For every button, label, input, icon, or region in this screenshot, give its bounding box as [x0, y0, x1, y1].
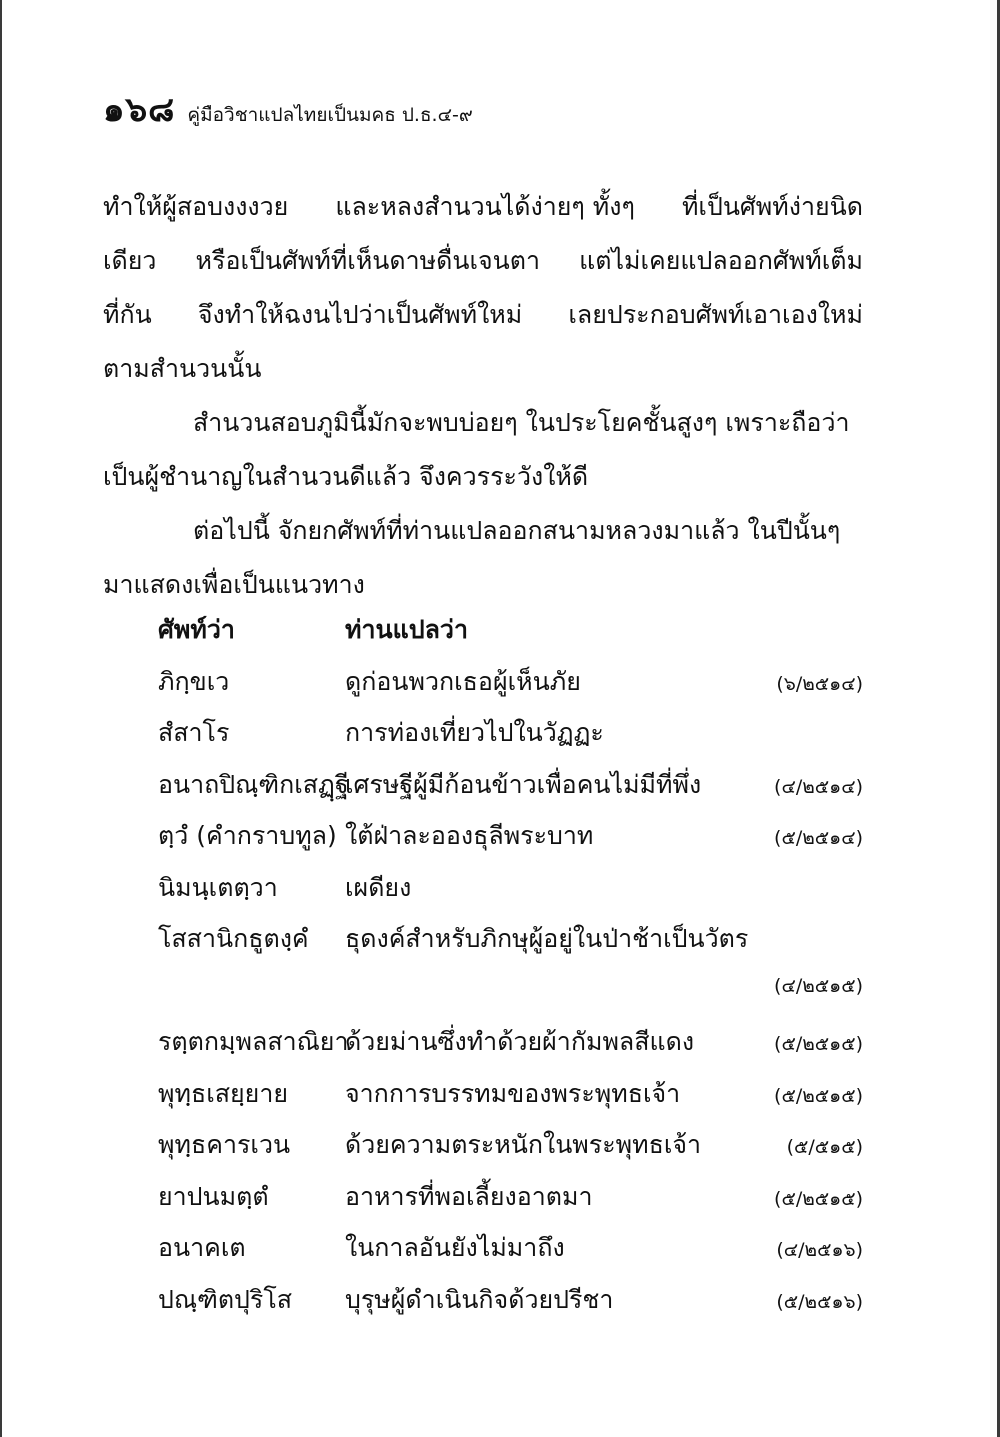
- book-title: คู่มือวิชาแปลไทยเป็นมคธ ป.ธ.๔-๙: [187, 104, 473, 126]
- vocabulary-row: [103, 1074, 863, 1126]
- text-segment: แต่ไม่เคยแปลออกศัพท์เต็ม: [579, 246, 863, 275]
- exam-reference: (๔/๒๕๑๖): [776, 1239, 863, 1261]
- vocabulary-row-continuation: [103, 971, 863, 1023]
- exam-reference: (๕/๒๕๑๔): [774, 827, 863, 849]
- vocabulary-row: [103, 816, 863, 868]
- text-segment: และหลงสำนวนได้ง่ายๆ ทั้งๆ: [335, 192, 635, 221]
- meaning: ธุดงค์สำหรับภิกษุผู้อยู่ในป่าช้าเป็นวัตร: [345, 924, 749, 953]
- text-segment: ทำให้ผู้สอบงงงวย: [103, 192, 289, 221]
- term: พุทฺธเสยฺยาย: [158, 1078, 289, 1108]
- text-segment: หรือเป็นศัพท์ที่เห็นดาษดื่นเจนตา: [195, 246, 541, 275]
- text-segment: จึงทำให้ฉงนไปว่าเป็นศัพท์ใหม่: [197, 300, 523, 329]
- vocabulary-row: [103, 1125, 863, 1177]
- meaning: ในกาลอันยังไม่มาถึง: [345, 1233, 565, 1262]
- text-line: เป็นผู้ชำนาญในสำนวนดีแล้ว จึงควรระวังให้ดี: [103, 462, 589, 491]
- body-text: [103, 180, 863, 612]
- exam-reference: (๔/๒๕๑๕): [774, 974, 863, 997]
- vocabulary-row: [103, 1022, 863, 1074]
- vocabulary-row: [103, 868, 863, 920]
- vocabulary-row: [103, 713, 863, 765]
- text-line: [103, 288, 863, 342]
- term: โสสานิกธูตงฺคํ: [158, 924, 309, 953]
- column-header-meaning: ท่านแปลว่า: [345, 615, 468, 644]
- exam-reference: (๖/๒๕๑๔): [776, 672, 863, 695]
- meaning: ด้วยความตระหนักในพระพุทธเจ้า: [345, 1130, 702, 1159]
- text-line: ตามสำนวนนั้น: [103, 354, 262, 383]
- text-segment: เดียว: [103, 246, 157, 275]
- term: รตฺตกมฺพลสาณิยา: [158, 1027, 349, 1056]
- exam-reference: (๔/๒๕๑๔): [774, 775, 863, 798]
- text-segment: เลยประกอบศัพท์เอาเองใหม่: [568, 300, 863, 329]
- text-line: [103, 234, 863, 288]
- vocabulary-row: [103, 662, 863, 714]
- term: ยาปนมตฺตํ: [158, 1181, 269, 1211]
- vocabulary-row: [103, 1280, 863, 1332]
- vocabulary-row: [103, 919, 863, 971]
- meaning: บุรุษผู้ดำเนินกิจด้วยปรีชา: [345, 1284, 614, 1314]
- meaning: เผดียง: [345, 872, 412, 902]
- term: ภิกฺขเว: [158, 666, 230, 696]
- page-header: [103, 82, 473, 130]
- meaning: ดูก่อนพวกเธอผู้เห็นภัย: [345, 666, 581, 696]
- page-number: ๑๖๘: [103, 90, 176, 130]
- vocabulary-row: [103, 1228, 863, 1280]
- text-segment: ที่กัน: [103, 300, 152, 329]
- vocabulary-list: [103, 610, 863, 1331]
- exam-reference: (๕/๒๕๑๕): [774, 1187, 863, 1210]
- term: อนาคเต: [158, 1233, 246, 1262]
- term: พุทฺธคารเวน: [158, 1130, 291, 1159]
- exam-reference: (๕/๕๑๕): [786, 1136, 863, 1158]
- meaning: อาหารที่พอเลี้ยงอาตมา: [345, 1181, 593, 1211]
- exam-reference: (๕/๒๕๑๕): [774, 1084, 863, 1107]
- term: ตฺวํ (คำกราบทูล): [158, 821, 337, 850]
- meaning: เศรษฐีผู้มีก้อนข้าวเพื่อคนไม่มีที่พึ่ง: [345, 769, 702, 799]
- term: สํสาโร: [158, 718, 230, 747]
- column-header-term: ศัพท์ว่า: [158, 615, 235, 644]
- meaning: จากการบรรทมของพระพุทธเจ้า: [345, 1078, 681, 1108]
- vocabulary-header: [103, 610, 863, 662]
- meaning: ด้วยม่านซึ่งทำด้วยผ้ากัมพลสีแดง: [345, 1027, 695, 1056]
- term: อนาถปิณฺฑิกเสฏฺฐี: [158, 769, 349, 799]
- exam-reference: (๕/๒๕๑๖): [776, 1290, 863, 1313]
- meaning: ใต้ฝ่าละอองธุลีพระบาท: [345, 821, 594, 850]
- text-line: มาแสดงเพื่อเป็นแนวทาง: [103, 570, 365, 599]
- exam-reference: (๕/๒๕๑๕): [774, 1033, 863, 1055]
- term: ปณฺฑิตปุริโส: [158, 1284, 293, 1314]
- vocabulary-row: [103, 1177, 863, 1229]
- text-segment: ที่เป็นศัพท์ง่ายนิด: [681, 192, 863, 221]
- vocabulary-row: [103, 765, 863, 817]
- term: นิมนฺเตตฺวา: [158, 872, 278, 902]
- text-line: สำนวนสอบภูมินี้มักจะพบบ่อยๆ ในประโยคชั้นสูงๆ เพราะถือว่า: [193, 408, 850, 437]
- text-line: ต่อไปนี้ จักยกศัพท์ที่ท่านแปลออกสนามหลวงมาแล้ว ในปีนั้นๆ: [193, 516, 841, 545]
- meaning: การท่องเที่ยวไปในวัฏฏะ: [345, 718, 604, 747]
- text-line: [103, 180, 863, 234]
